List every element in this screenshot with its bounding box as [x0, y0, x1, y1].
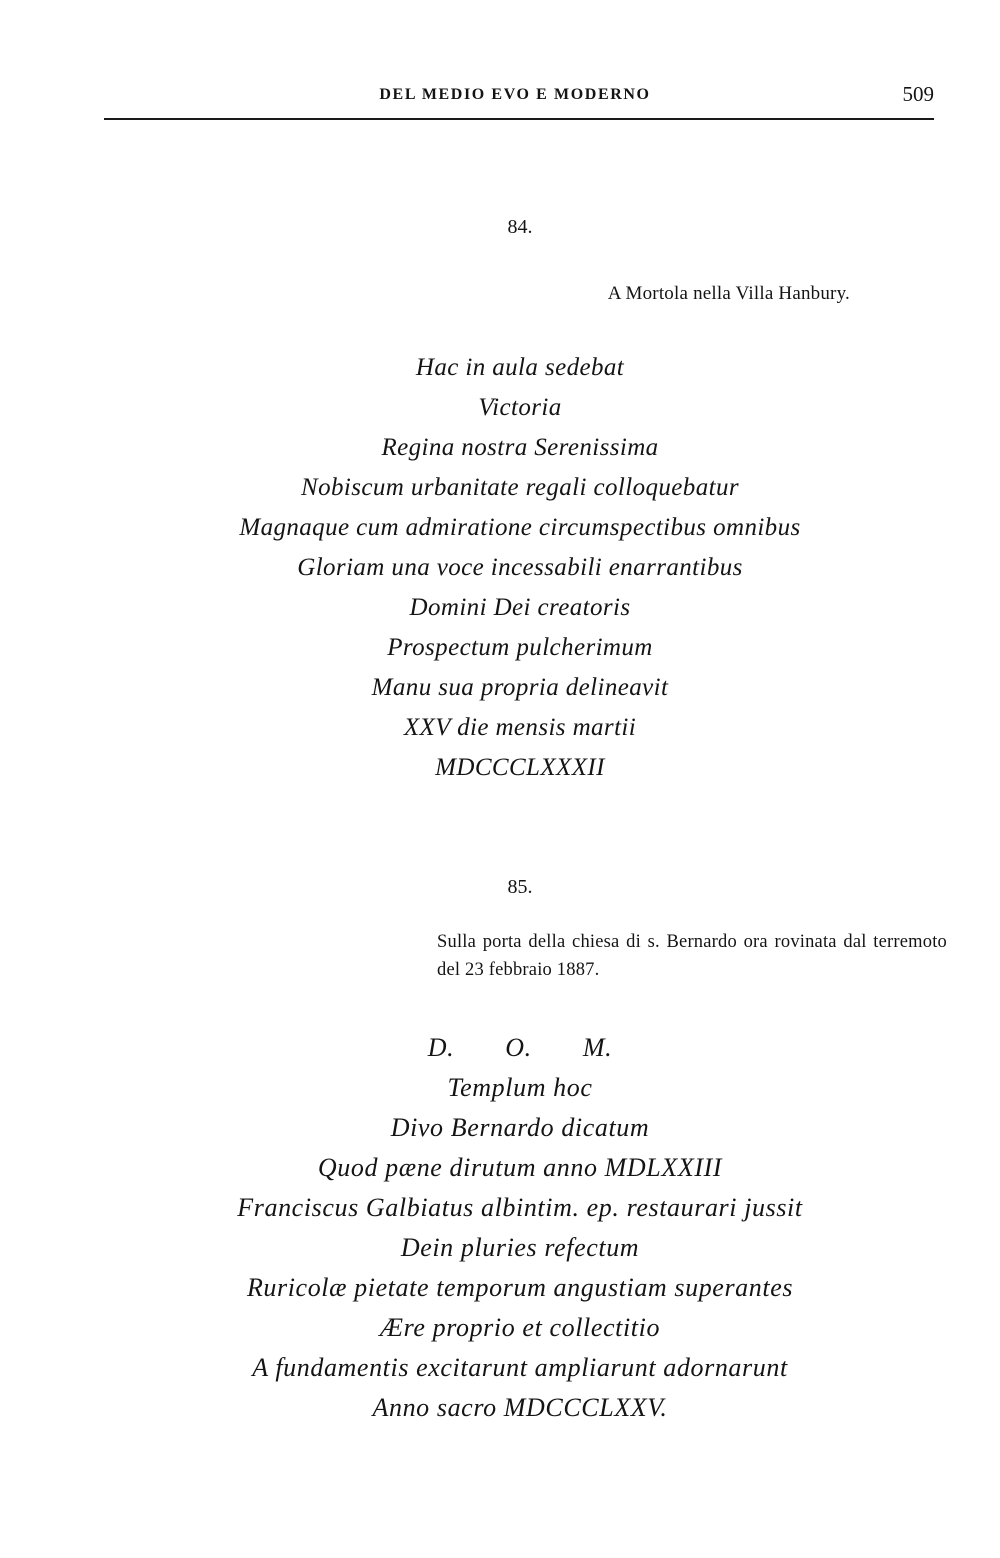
- inscription-line: A fundamentis excitarunt ampliarunt adornarunt: [252, 1353, 788, 1382]
- entry-location: Sulla porta della chiesa di s. Bernardo ora rovinata dal terremoto del 23 febbraio 1887.: [437, 932, 947, 980]
- inscription-line: Manu sua propria delineavit: [371, 674, 669, 701]
- inscription-line: XXV die mensis martii: [403, 714, 637, 741]
- inscription-line: Ruricolæ pietate temporum angustiam superantes: [246, 1273, 794, 1302]
- inscription-line: Dein pluries refectum: [400, 1233, 640, 1262]
- entry-location: A Mortola nella Villa Hanbury.: [607, 283, 850, 304]
- inscription-line: Prospectum pulcherimum: [387, 634, 653, 661]
- header-rule: [104, 118, 934, 120]
- inscription-line: D. O. M.: [427, 1033, 613, 1062]
- inscription-line: Ære proprio et collectitio: [379, 1313, 661, 1342]
- inscription-line: Gloriam una voce incessabili enarrantibus: [297, 554, 743, 581]
- inscription-line: Hac in aula sedebat: [415, 354, 625, 381]
- inscription-line: Domini Dei creatoris: [409, 594, 631, 621]
- inscription-line: Templum hoc: [447, 1073, 593, 1102]
- inscription-line: Franciscus Galbiatus albintim. ep. restaurari jussit: [237, 1193, 803, 1222]
- inscription-line: MDCCCLXXXII: [435, 754, 605, 781]
- inscription: [0, 1028, 1000, 1428]
- inscription-line: Divo Bernardo dicatum: [390, 1113, 650, 1142]
- inscription-line: Regina nostra Serenissima: [381, 434, 659, 461]
- inscription-line: Quod pæne dirutum anno MDLXXIII: [317, 1153, 723, 1182]
- inscription-line: Nobiscum urbanitate regali colloquebatur: [301, 474, 739, 501]
- entry-number: 85.: [507, 876, 533, 898]
- running-head: [0, 82, 1000, 112]
- inscription-line: Magnaque cum admiratione circumspectibus omnibus: [239, 514, 801, 541]
- page-number: 509: [902, 82, 934, 106]
- inscription-line: Anno sacro MDCCCLXXV.: [372, 1393, 668, 1422]
- inscription-line: Victoria: [478, 394, 562, 421]
- inscription: [0, 348, 1000, 788]
- entry-number: 84.: [507, 216, 533, 238]
- running-title: DEL MEDIO EVO E MODERNO: [379, 86, 651, 103]
